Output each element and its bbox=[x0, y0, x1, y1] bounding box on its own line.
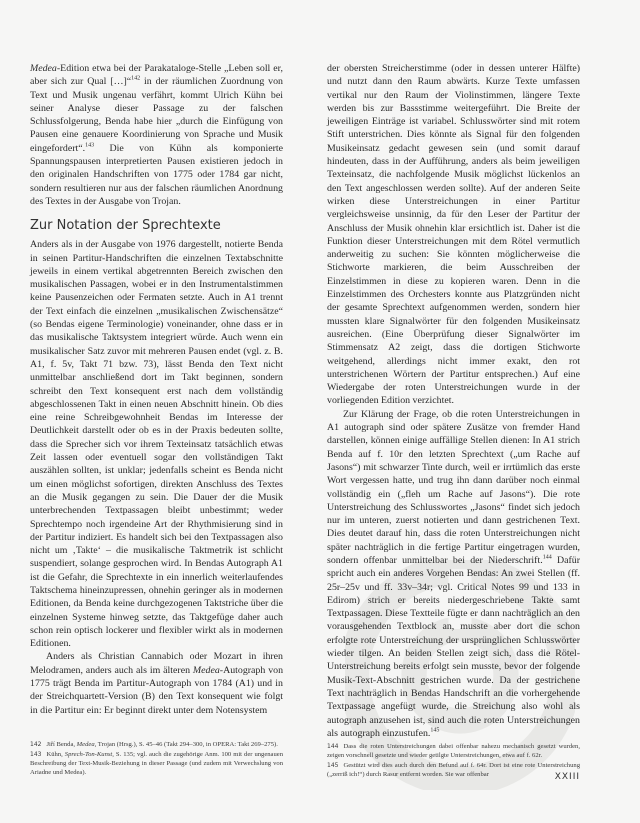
text: -Edition etwa bei der Parakataloge-Stelle „Leben soll er, aber sich zur Qual […]“ bbox=[30, 63, 283, 88]
footnote-number: 142 bbox=[30, 741, 42, 748]
footnote bbox=[30, 740, 283, 749]
footnote-number: 144 bbox=[327, 743, 339, 750]
paragraph: der obersten Streicherstimme (oder in dessen unterer Hälfte) und nutzt dann den Raum abwärts. Kurze Texte umfassen vertikal nur den Raum der Violinstimmen, längere Texte werden bis zur Bassstimme weitergeführt. Die Breite der jeweiligen Einträge ist variabel. Schlusswörter sind mit rotem Stift unterstrichen. Dies könnte als Signal für den folgenden Musikeinsatz gedacht gewesen sein (und somit darauf hindeuten, dass in der Aufführung, anders als beim jeweiligen Texteinsatz, die nachfolgende Musik möglichst lückenlos an den Text angeschlossen werden sollte). Auf der anderen Seite wirken diese Unterstreichungen in einer Partitur vergleichsweise unsinnig, da für den Leser der Partitur der Anschluss der Musik ohnehin klar ersichtlich ist. Daher ist die Funktion dieser Unterstreichungen mit dem Rötel vermutlich anderweitig zu suchen: Sie könnten möglicherweise die Stichworte markieren, die beim Ausschreiben der Einzelstimmen in diese zu kopieren waren. Denn in die Einzelstimmen des Orchesters konnte aus Platzgründen nicht der gesamte Sprechtext aufgenommen werden, sondern hier mussten klare Signalwörter für den folgenden Musikeinsatz ausreichen. (Eine Überprüfung dieser Signalwörter im Stimmensatz A2 zeigt, dass die dortigen Stichworte weitgehend, allerdings nicht immer exakt, den rot unterstrichenen Wörtern der Partitur entsprechen.) Auf eine Wiedergabe der roten Unterstreichungen wurde in der vorliegenden Edition verzichtet. bbox=[327, 63, 580, 407]
paragraph bbox=[30, 62, 283, 208]
footnote-number: 143 bbox=[30, 751, 42, 758]
italic-title: Medea bbox=[30, 63, 57, 74]
footnote-ref[interactable]: 142 bbox=[131, 76, 141, 82]
text: , Trojan (Hrsg.), S. 45–46 (Takt 294–300, in OPERA: Takt 269–275). bbox=[94, 741, 278, 748]
text: Kühn, bbox=[46, 751, 65, 758]
italic-title: Sprech-Ton-Kunst bbox=[64, 751, 113, 758]
footnote-ref[interactable]: 143 bbox=[85, 142, 95, 149]
paragraph bbox=[30, 650, 283, 716]
right-column bbox=[327, 62, 580, 740]
paragraph: Anders als in der Ausgabe von 1976 dargestellt, notierte Benda in seinen Partitur-Handschriften die einzelnen Textabschnitte jeweils in einem vertikal abgetrennten Bereich zwischen den musikalischen Passagen, wobei er in den Instrumentalstimmen keine Pausenzeichen oder Fermaten setzte. Auch in A1 trennt der Text einfach die einzelnen „musikalischen Zwischensätze“ (so Bendas eigene Terminologie) voneinander, ohne dass er in das musikalische Taktsystem integriert würde. Auch wenn ein musikalischer Satz zuvor mit mehreren Pausen endet (vgl. z. B. A1, f. 5v, Takt 71 bzw. 73), lässt Benda den Text nicht unmittelbar anschließend dort im Takt beginnen, sondern schreibt den Text konsequent erst nach dem vollständig abgeschlossenen Takt in einen neuen Abschnitt hinein. Ob dies eine reine Schreibgewohnheit Bendas im Interesse der Deutlichkeit darstellt oder ob es in der Praxis bedeuten sollte, dass die Sprecher sich vor ihrem Texteinsatz tatsächlich etwas Zeit lassen oder eventuell sogar den vollständigen Takt auszählen sollten, ist unklar; jedenfalls scheint es Benda nicht um einen möglichst sofortigen, direkten Anschluss des Textes an die Musik gegangen zu sein. Die Dauer der die Musik unterbrechenden Textpassagen bleibt unbestimmt; weder Sprechtempo noch irgendeine Art der Rhythmisierung sind in der Partitur indiziert. Es handelt sich bei den Textpassagen also nicht um ‚Takte‘ – die musikalische Taktmetrik ist schlicht suspendiert, solange gesprochen wird. In Bendas Autograph A1 ist die Gefahr, die Sprechtexte in ein innerlich weiterlaufendes Taktschema hineinzupressen, ohnehin geringer als in modernen Editionen, da Benda keine durchgezogenen Taktstriche über die einzelnen Systeme hinweg setzte, das Taktgefüge daher auch schon rein optisch lockerer und flexibler wirkt als in modernen Editionen. bbox=[30, 239, 283, 650]
text: , S. 135; vgl. auch die zugehörige Anm. 100 mit der ungenauen Beschreibung der Text-Musik-Beziehung in dieser Passage (und zudem mit Verwechslung von Ariadne und Medea). bbox=[30, 751, 284, 776]
paragraph bbox=[327, 408, 580, 740]
left-column bbox=[30, 62, 283, 717]
section-heading: Zur Notation der Sprechtexte bbox=[30, 218, 221, 234]
italic-title: Medea bbox=[76, 741, 95, 748]
footnote-number: 145 bbox=[327, 762, 339, 769]
footnote-ref[interactable]: 144 bbox=[542, 554, 552, 561]
footnote-ref[interactable]: 145 bbox=[430, 727, 440, 734]
text: Anders als Christian Cannabich oder Mozart in ihren Melodramen, anders auch als im älteren bbox=[30, 651, 283, 676]
footnotes-left bbox=[30, 740, 283, 778]
page-number: XXIII bbox=[554, 772, 580, 782]
text: -Autograph von 1775 trägt Benda im Partitur-Autograph von 1784 (A1) und in der Streichquartett-Version (B) den Text konsequent wie folgt in die Partitur ein: Er beginnt direkt unter dem Notensystem bbox=[30, 664, 284, 716]
italic-title: Medea bbox=[192, 664, 220, 676]
text: Dass die roten Unterstreichungen dabei offenbar nahezu mechanisch gesetzt wurden, zeigen vorschnell gesetzte und wieder getilgte Unterstreichungen, etwa auf f. 62r. bbox=[327, 743, 580, 759]
text: Jiří Benda, bbox=[46, 741, 77, 748]
footnote bbox=[30, 750, 283, 777]
text: Gestützt wird dies auch durch den Befund auf f. 64r. Dort ist eine rote Unterstreichung („zerriß ich!“) durch Rasur entfernt worden. Sie war offenbar bbox=[327, 762, 580, 778]
text: Die von Kühn als komponierte Spannungspausen interpretierten Pausen existieren jedoch in den originalen Handschriften von 1775 oder 1784 gar nicht, sondern resultieren nur aus der falschen räumlichen Anordnung des Textes in der Ausgabe von Trojan. bbox=[30, 142, 283, 207]
text: Zur Klärung der Frage, ob die roten Unterstreichungen in A1 autograph sind oder spätere Zusätze von fremder Hand darstellen, können einige auffällige Stellen dienen: In A1 strich Benda auf f. 10r den letzten Sprechtext („um Rache auf Jasons“) mit schwarzer Tinte durch, weil er irrtümlich das erste Wort vergessen hatte, und trug ihn dann darüber noch einmal vollständig ein („fleh um Rache auf Jasons“). Die rote Unterstreichung des Schlusswortes „Jasons“ findet sich jedoch nur im unteren, zuerst notierten und dann gestrichenen Text. Dies deutet darauf hin, dass die roten Unterstreichungen nicht später nachträglich in die fertige Partitur eingetragen wurden, sondern offenbar unmittelbar bei der Niederschrift. bbox=[327, 408, 580, 566]
text: Dafür spricht auch ein anderes Vorgehen Bendas: An zwei Stellen (ff. 25r–25v und ff. 33v–34r; vgl. Critical Notes 99 und 133 in Edirom) strich er bereits niedergeschriebene Takte samt Textpassagen. Diese Textteile fügte er dann nachträglich an den vorausgehenden Textblock an, musste aber dort die schon erfolgte rote Unterstreichung der ursprünglichen Schlusswörter wieder tilgen. An beiden Stellen zeigt sich, dass die Rötel-Unterstreichung bereits erfolgt sein musste, bevor der folgende Musik-Text-Abschnitt gestrichen wurde. Da der gestrichene Text nachträglich in Bendas Handschrift an die vorhergehende Textpassage angefügt wurde, die Streichung also wohl als autograph anzusehen ist, sind auch die roten Unterstreichungen als autograph einzustufen. bbox=[327, 554, 580, 739]
text: in der räumlichen Zuordnung von Text und Musik ungenau verfährt, kommt Ulrich Kühn bei seiner Analyse dieser Passage zu der falschen Schlussfolgerung, Benda habe hier „durch die Einfügung von Pausen eine genauere Koordinierung von Sprache und Musik eingefordert“. bbox=[30, 76, 283, 154]
footnote bbox=[327, 742, 580, 760]
